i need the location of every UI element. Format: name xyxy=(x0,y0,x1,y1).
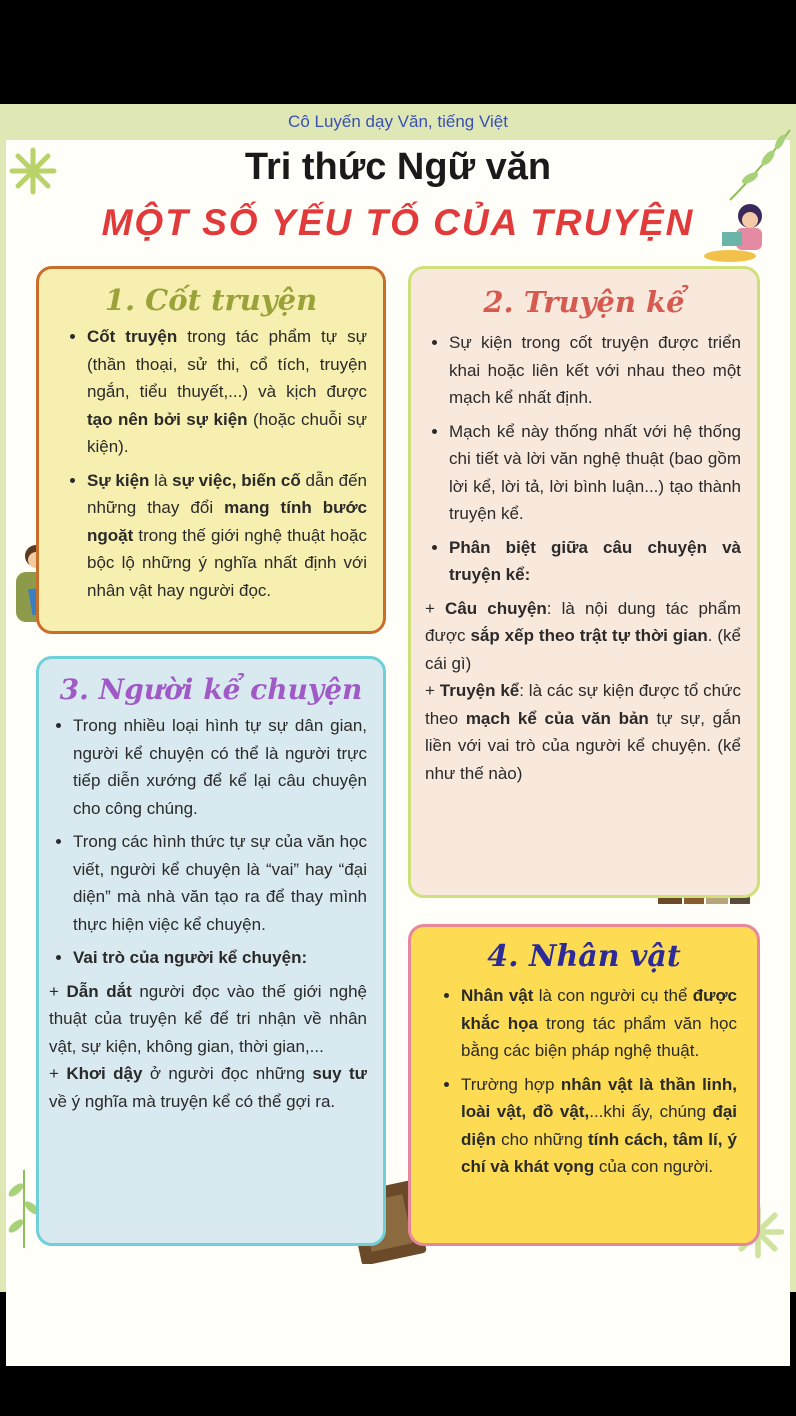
page-title: Tri thức Ngữ văn xyxy=(244,146,552,188)
list-item: • Nhân vật là con người cụ thể được khắc họa trong tác phẩm văn học bằng các biện pháp nghệ thuật. xyxy=(461,982,737,1065)
card-body xyxy=(63,323,367,604)
list-item: • Sự kiện trong cốt truyện được triển khai hoặc liên kết với nhau theo một mạch kể nhất định. xyxy=(449,329,741,412)
list-item: • Cốt truyện trong tác phẩm tự sự (thần thoại, sử thi, cổ tích, truyện ngắn, tiểu thuyết,...) và kịch được tạo nên bởi sự kiện (hoặc chuỗi sự kiện). xyxy=(87,323,367,461)
card-heading: 3. Người kể chuyện xyxy=(59,673,363,706)
paragraph: + Câu chuyện: là nội dung tác phẩm được sắp xếp theo trật tự thời gian. (kể cái gì) xyxy=(425,598,742,673)
card-cot-truyen xyxy=(36,266,386,634)
list-item: • Trường hợp nhân vật là thần linh, loài vật, đồ vật,...khi ấy, chúng đại diện cho những tính cách, tâm lí, ý chí và khát vọng của con người. xyxy=(461,1071,737,1181)
card-truyen-ke xyxy=(408,266,760,898)
card-body xyxy=(437,982,737,1181)
list-item: • Vai trò của người kể chuyện: xyxy=(73,944,367,972)
list-item: • Mạch kể này thống nhất với hệ thống chi tiết và lời văn nghệ thuật (bao gồm lời kể, lời tả, lời bình luận...) tạo thành truyện kể. xyxy=(449,418,741,528)
card-body xyxy=(49,712,367,1115)
card-heading: 4. Nhân vật xyxy=(487,939,681,974)
paragraph: + Khơi dậy ở người đọc những suy tư về ý nghĩa mà truyện kể có thể gợi ra. xyxy=(49,1064,367,1111)
card-heading: 1. Cốt truyện xyxy=(104,283,318,317)
list-item: • Sự kiện là sự việc, biến cố dẫn đến những thay đổi mang tính bước ngoặt trong thế giới nghệ thuật hoặc bộc lộ những ý nghĩa nhất định với nhân vật hay người đọc. xyxy=(87,467,367,605)
card-nguoi-ke-chuyen xyxy=(36,656,386,1246)
card-nhan-vat xyxy=(408,924,760,1246)
list-item: • Trong các hình thức tự sự của văn học viết, người kể chuyện là “vai” hay “đại diện” mà nhà văn tạo ra để thay mình thực hiện việc kể chuyện. xyxy=(73,828,367,938)
list-item: • Trong nhiều loại hình tự sự dân gian, người kể chuyện có thể là người trực tiếp diễn xướng để kể lại câu chuyện cho công chúng. xyxy=(73,712,367,822)
credit: Cô Luyến dạy Văn, tiếng Việt xyxy=(288,112,508,131)
card-body xyxy=(425,329,741,787)
card-heading: 2. Truyện kể xyxy=(483,285,685,319)
paragraph: + Truyện kể: là các sự kiện được tổ chức theo mạch kể của văn bản tự sự, gắn liền với vai trò của người kể chuyện. (kể như thế nào) xyxy=(425,681,742,783)
paragraph: + Dẫn dắt người đọc vào thế giới nghệ thuật của truyện kể để tri nhận về nhân vật, sự kiện, không gian, thời gian,... xyxy=(49,981,367,1056)
page-subtitle: MỘT SỐ YẾU TỐ CỦA TRUYỆN xyxy=(101,202,695,243)
list-item: • Phân biệt giữa câu chuyện và truyện kể: xyxy=(449,534,741,589)
